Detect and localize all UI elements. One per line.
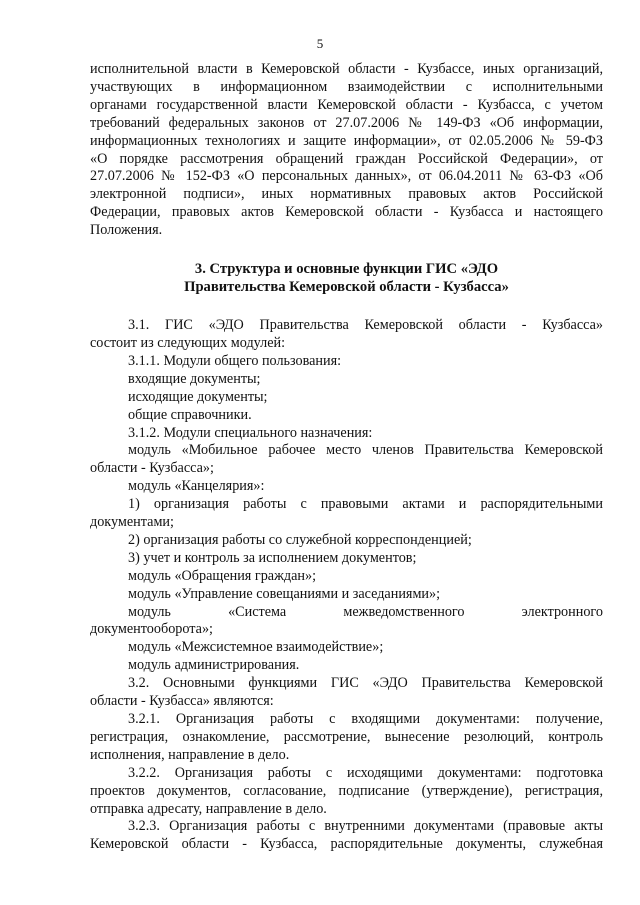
body-line: 1) организация работы с правовыми актами и распорядительными	[128, 496, 603, 513]
intro-line: органами государственной власти Кемеровской области - Кузбасса, с учетом	[90, 96, 603, 113]
body-line: 3.1.2. Модули специального назначения:	[128, 424, 373, 441]
body-line: модуль «Обращения граждан»;	[128, 567, 317, 584]
body-line: 3.2.3. Организация работы с внутренними документами (правовые акты	[128, 818, 603, 835]
body-line: модуль «Канцелярия»:	[128, 478, 265, 495]
body-line: модуль «Управление совещаниями и заседаниями»;	[128, 585, 441, 602]
body-line: 3.1.1. Модули общего пользования:	[128, 352, 342, 369]
body-line: проектов документов, согласование, подписание (утверждение), регистрация,	[90, 782, 603, 799]
body-line: 3.2. Основными функциями ГИС «ЭДО Правительства Кемеровской	[128, 675, 603, 692]
intro-line: участвующих в информационном взаимодействии с исполнительными	[90, 78, 603, 95]
body-line: входящие документы;	[128, 370, 261, 387]
section-title-line: 3. Структура и основные функции ГИС «ЭДО	[194, 261, 499, 278]
body-line: 3.2.1. Организация работы с входящими документами: получение,	[128, 711, 603, 727]
body-line: Кемеровской области - Кузбасса, распорядительные документы, служебная	[90, 836, 603, 853]
intro-line: информационных технологиях и защите информации», от 02.05.2006 № 59-ФЗ	[90, 132, 603, 149]
body-line: области - Кузбасса» являются:	[90, 693, 274, 710]
body-line: 3) учет и контроль за исполнением документов;	[128, 549, 417, 566]
section-body	[90, 317, 603, 854]
intro-line: Положения.	[90, 222, 163, 239]
body-line: документами;	[90, 514, 174, 531]
intro-line: исполнительной власти в Кемеровской области - Кузбассе, иных организаций,	[90, 61, 603, 77]
body-line: области - Кузбасса»;	[90, 460, 214, 477]
document-body	[90, 61, 603, 854]
body-line: исходящие документы;	[128, 388, 268, 405]
body-line: модуль администрирования.	[128, 657, 300, 674]
intro-line: «О порядке рассмотрения обращений граждан Российской Федерации», от	[90, 150, 603, 167]
body-line: документооборота»;	[90, 621, 213, 638]
body-line: модуль «Межсистемное взаимодействие»;	[128, 639, 384, 656]
intro-line: электронной подписи», иных нормативных правовых актов Российской	[90, 186, 603, 203]
body-line: состоит из следующих модулей:	[90, 334, 286, 351]
page-number: 5	[316, 36, 324, 51]
body-line: 3.2.2. Организация работы с исходящими документами: подготовка	[128, 764, 603, 781]
body-line: регистрация, ознакомление, рассмотрение, вынесение резолюций, контроль	[90, 728, 603, 745]
intro-line: требований федеральных законов от 27.07.2006 № 149-ФЗ «Об информации,	[90, 114, 603, 131]
body-line: исполнения, направление в дело.	[90, 746, 290, 763]
section-title-line: Правительства Кемеровской области - Кузбасса»	[184, 279, 509, 296]
body-line: 2) организация работы со служебной корреспонденцией;	[128, 531, 472, 548]
body-line: отправка адресату, направление в дело.	[90, 800, 327, 817]
body-line: модуль «Мобильное рабочее место членов Правительства Кемеровской	[128, 442, 603, 459]
section-heading	[90, 260, 603, 296]
body-line: общие справочники.	[128, 406, 252, 423]
body-line: 3.1. ГИС «ЭДО Правительства Кемеровской области - Кузбасса»	[128, 317, 603, 334]
intro-line: Федерации, правовых актов Кемеровской области - Кузбасса и настоящего	[90, 204, 603, 221]
intro-paragraph	[90, 61, 603, 240]
body-line: модуль «Система межведомственного электронного	[128, 603, 603, 620]
intro-line: 27.07.2006 № 152-ФЗ «О персональных данных», от 06.04.2011 № 63-ФЗ «Об	[90, 168, 603, 185]
